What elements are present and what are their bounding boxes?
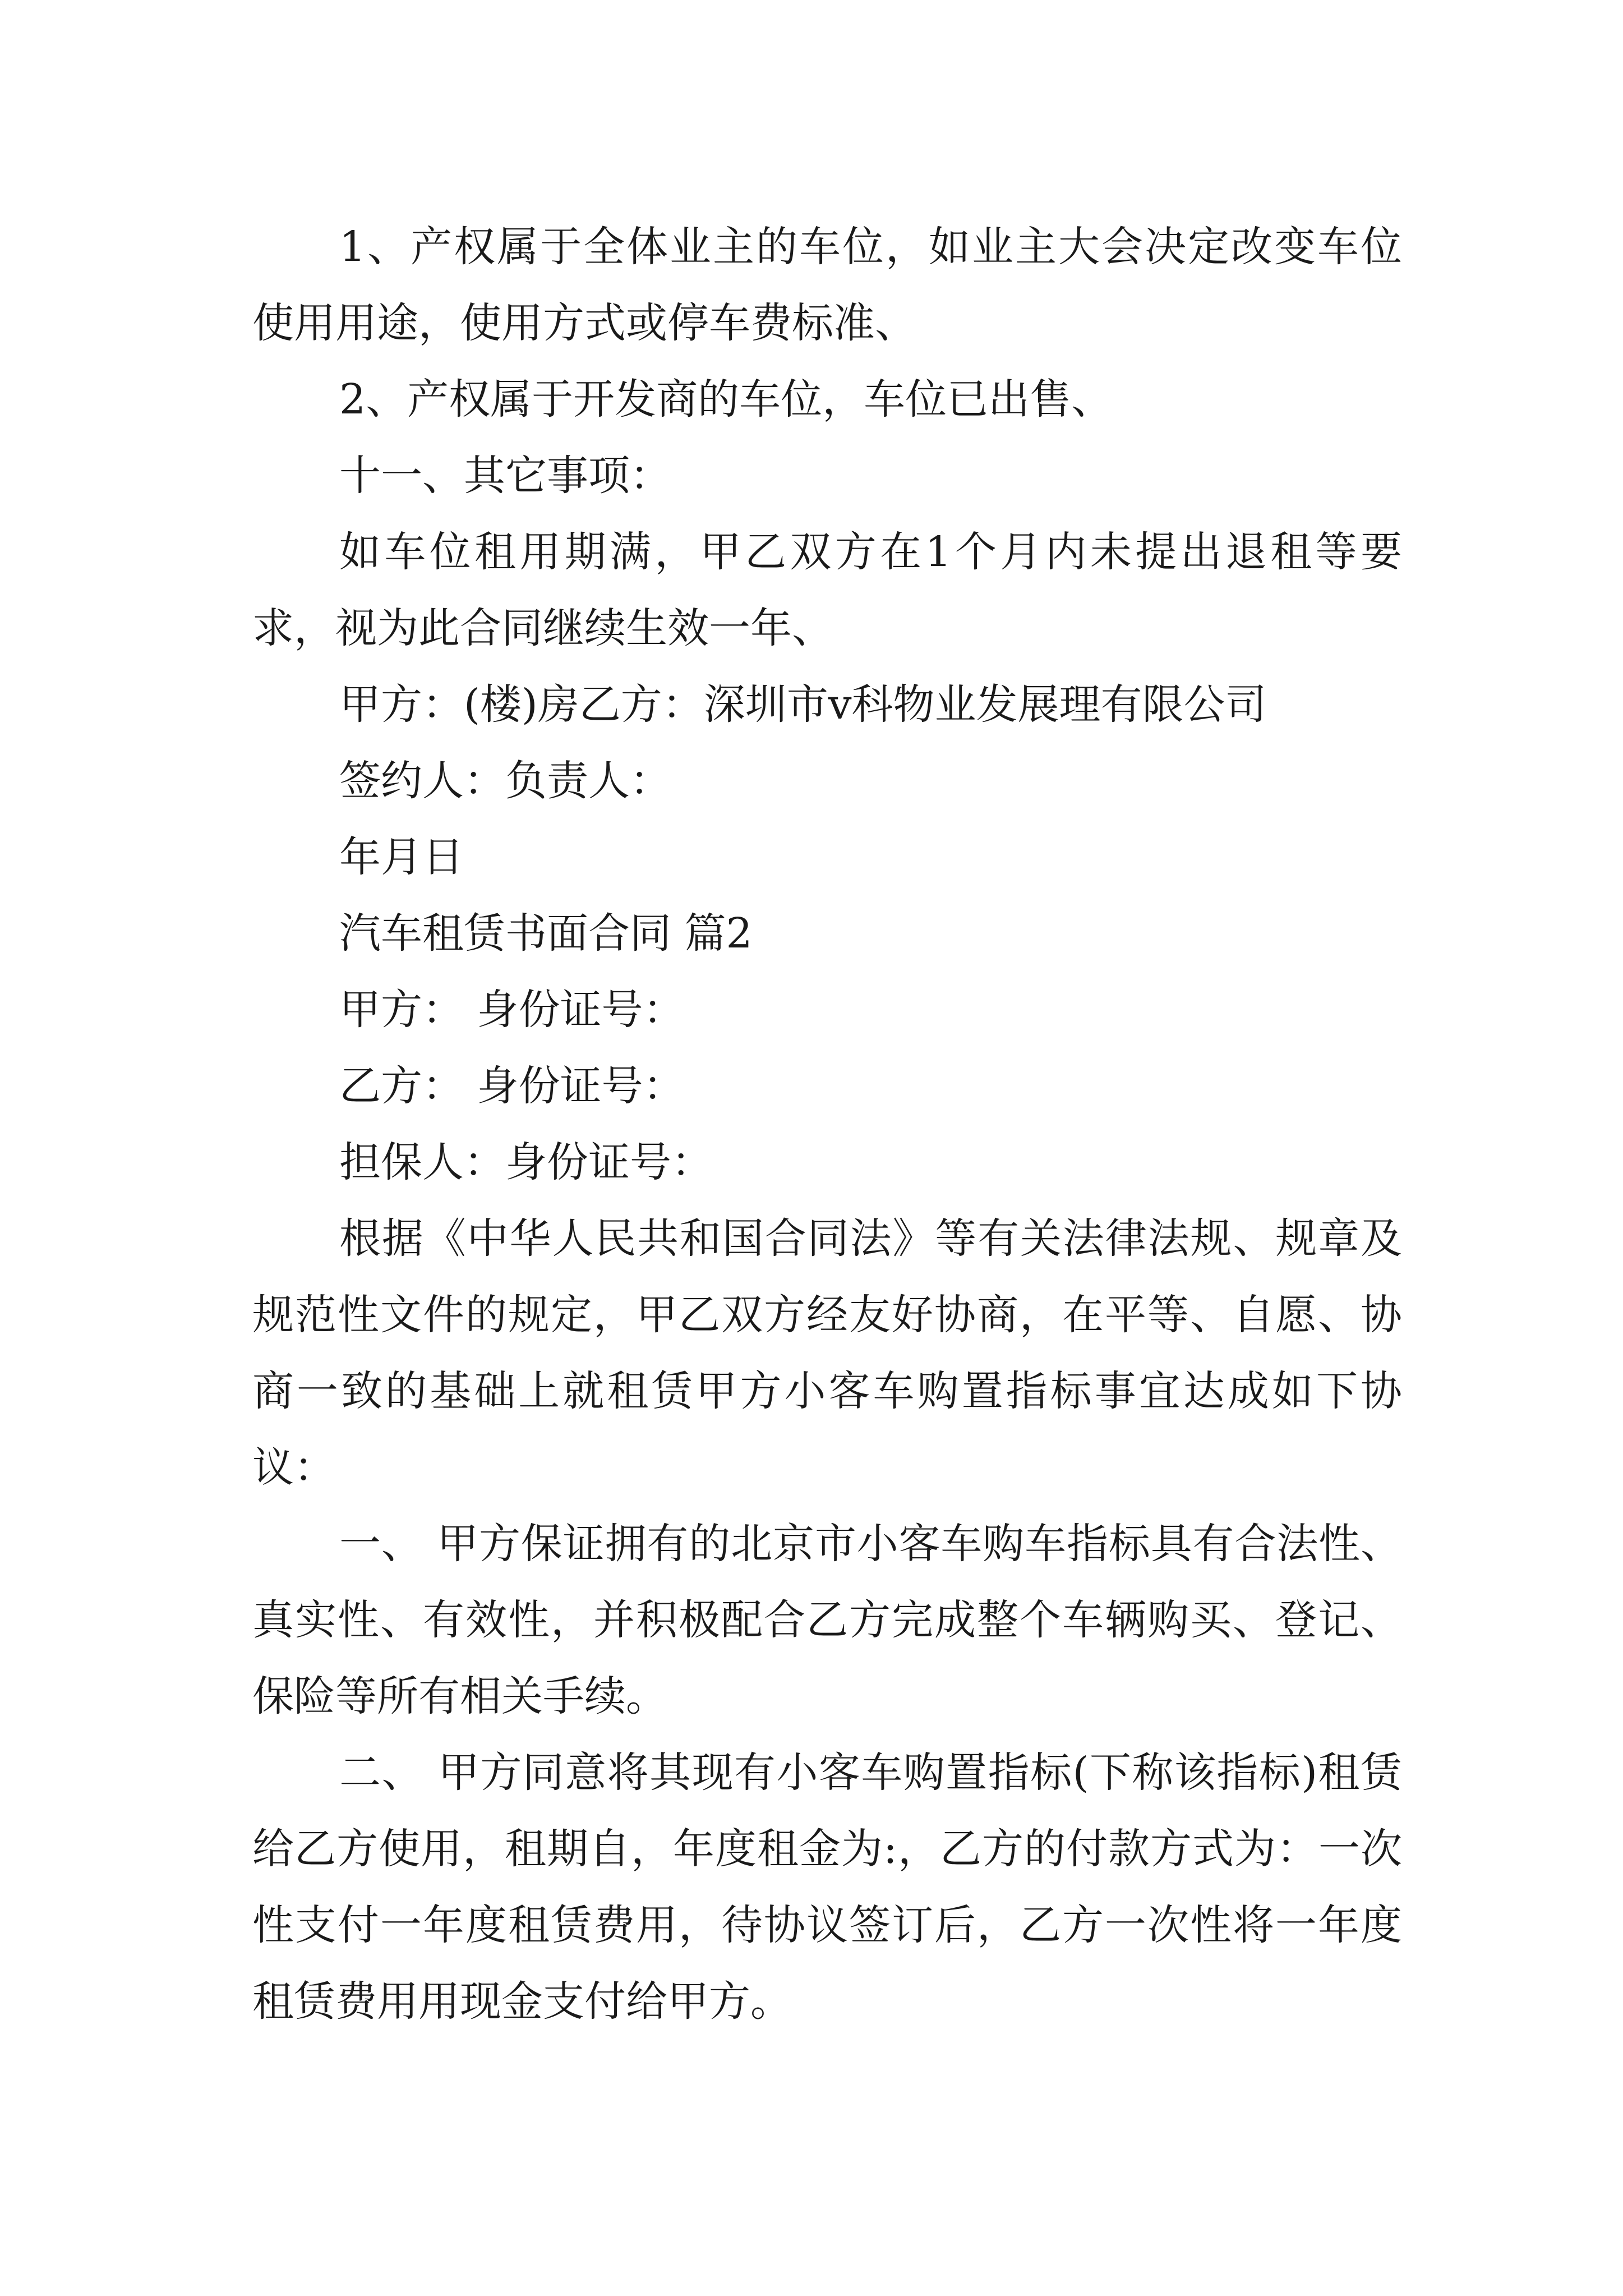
paragraph-renewal: 如车位租用期满，甲乙双方在1个月内未提出退租等要求，视为此合同继续生效一年、 [252,528,1402,652]
contract-title: 汽车租赁书面合同 篇2 [339,909,753,958]
paragraph-1: 1、产权属于全体业主的车位，如业主大会决定改变车位使用用途，使用方式或停车费标准、 [252,223,1402,347]
paragraph-2: 2、产权属于开发商的车位，车位已出售、 [339,375,1113,424]
clause-2: 二、 甲方同意将其现有小客车购置指标(下称该指标)租赁给乙方使用，租期自，年度租金为:，乙方的付款方式为：一次性支付一年度租赁费用，待协议签订后，乙方一次性将一年度租赁费用用现金支付给甲方。 [252,1749,1402,2026]
party-b-id-line: 乙方： 身份证号： [339,1062,685,1110]
date-line: 年月日 [339,833,464,881]
clause-1: 一、 甲方保证拥有的北京市小客车购车指标具有合法性、真实性、有效性，并积极配合乙方完成整个车辆购买、登记、保险等所有相关手续。 [252,1520,1402,1720]
party-line: 甲方：(楼)房乙方：深圳市v科物业发展理有限公司 [339,680,1267,729]
preamble-paragraph: 根据《中华人民共和国合同法》等有关法律法规、规章及规范性文件的规定，甲乙双方经友好协商，在平等、自愿、协商一致的基础上就租赁甲方小客车购置指标事宜达成如下协议： [252,1214,1402,1492]
document-body [252,209,1402,2040]
guarantor-id-line: 担保人：身份证号： [339,1138,713,1186]
section-heading-other-matters: 十一、其它事项： [339,452,671,500]
signatory-line: 签约人：负责人： [339,757,671,805]
party-a-id-line: 甲方： 身份证号： [339,986,685,1034]
